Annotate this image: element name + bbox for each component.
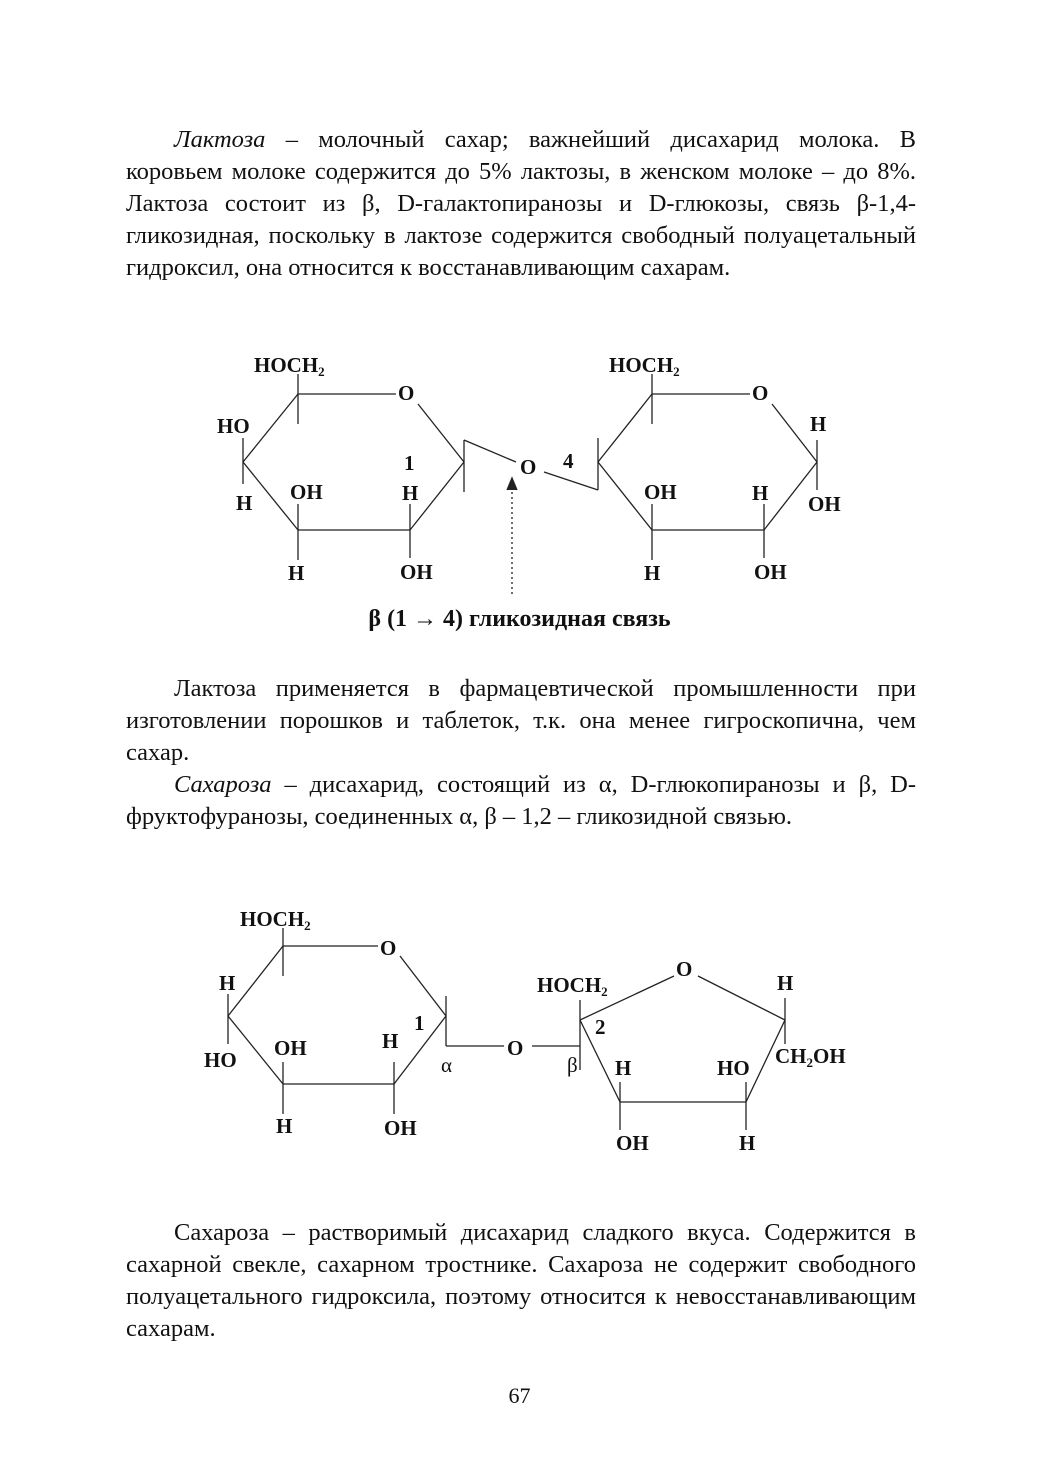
fructose-ho-c4-label: HO	[717, 1056, 750, 1080]
glucose-oh-bottom-label: OH	[384, 1116, 417, 1140]
lactose-left-ring-bonds	[243, 374, 516, 560]
sucrose-bridge-oxygen: O	[507, 1036, 524, 1060]
lactose-caption: β (1 → 4) гликозидная связь	[368, 606, 671, 632]
fructose-oh-bottom-label: OH	[616, 1131, 649, 1155]
term-sucrose: Сахароза	[174, 771, 272, 798]
left-h-bottom-label: H	[288, 561, 305, 585]
bridge-oxygen: O	[520, 455, 537, 479]
glucose-c1-number: 1	[414, 1011, 425, 1035]
right-h-inner-label: H	[752, 481, 769, 505]
left-h-label: H	[236, 491, 253, 515]
alpha-label: α	[441, 1053, 453, 1077]
term-lactose: Лактоза	[174, 126, 266, 153]
lactose-right-ring-bonds	[544, 374, 817, 560]
glucose-hoch2-label: HOCH2	[240, 907, 311, 933]
fructose-c2-number: 2	[595, 1015, 606, 1039]
left-hoch2-label: HOCH2	[254, 353, 325, 379]
page-number: 67	[508, 1383, 531, 1408]
fructose-ring-oxygen: O	[676, 957, 693, 981]
right-h-label: H	[810, 412, 827, 436]
paragraph-lactose-intro	[126, 124, 916, 284]
right-c4-number: 4	[563, 449, 574, 473]
arrow-head-icon	[507, 478, 517, 490]
fructose-ch2oh-label: CH2OH	[775, 1044, 846, 1070]
glucose-h-bottom-label: H	[276, 1114, 293, 1138]
paragraph-lactose-usage: Лактоза применяется в фармацевтической промышленности при изготовлении порошков и таблеток, т.к. она менее гигроскопична, чем сахар.	[126, 675, 916, 766]
glucose-oh-inner-label: OH	[274, 1036, 307, 1060]
left-ring-oxygen: O	[398, 381, 415, 405]
left-c1-number: 1	[404, 451, 415, 475]
glucose-h-c1-label: H	[382, 1029, 399, 1053]
beta-label: β	[567, 1053, 578, 1077]
glucose-h-left-label: H	[219, 971, 236, 995]
paragraph-sucrose-intro	[126, 769, 916, 833]
left-ho-label: HO	[217, 414, 250, 438]
right-oh-label: OH	[808, 492, 841, 516]
right-ring-oxygen: O	[752, 381, 769, 405]
fructose-hoch2-label: HOCH2	[537, 973, 608, 999]
fructose-h-bottom-label: H	[739, 1131, 756, 1155]
paragraph-sucrose-text: – дисахарид, состоящий из α, D-глюкопиранозы и β, D-фруктофуранозы, соединенных α, β – 1,2 – гликозидной связью.	[126, 771, 916, 830]
left-oh-inner-label: OH	[290, 480, 323, 504]
right-h-bottom-label: H	[644, 561, 661, 585]
right-oh-bottom-label: OH	[754, 560, 787, 584]
paragraph-lactose-text: – молочный сахар; важнейший дисахарид молока. В коровьем молоке содержится до 5% лактозы, в женском молоке – до 8%. Лактоза состоит из β, D-галактопиранозы и D-глюкозы, связь β-1,4-гликозидная, поскольку в лактозе содержится свободный полуацетальный гидроксил, она относится к восстанавливающим сахарам.	[126, 126, 916, 281]
sucrose-glucose-ring-bonds	[228, 928, 504, 1114]
sucrose-structure-diagram	[0, 900, 1039, 1160]
right-hoch2-label: HOCH2	[609, 353, 680, 379]
glucose-ho-label: HO	[204, 1048, 237, 1072]
paragraph-sucrose-properties: Сахароза – растворимый дисахарид сладкого вкуса. Содержится в сахарной свекле, сахарном тростнике. Сахароза не содержит свободного полуацетального гидроксила, поэтому относится к невосстанавливающим сахарам.	[126, 1219, 916, 1342]
lactose-structure-diagram	[0, 340, 1039, 600]
fructose-h-top-label: H	[777, 971, 794, 995]
left-h-c1-label: H	[402, 481, 419, 505]
right-oh-inner-label: OH	[644, 480, 677, 504]
left-oh-bottom-label: OH	[400, 560, 433, 584]
glucose-ring-oxygen: O	[380, 936, 397, 960]
fructose-h-c3-label: H	[615, 1056, 632, 1080]
